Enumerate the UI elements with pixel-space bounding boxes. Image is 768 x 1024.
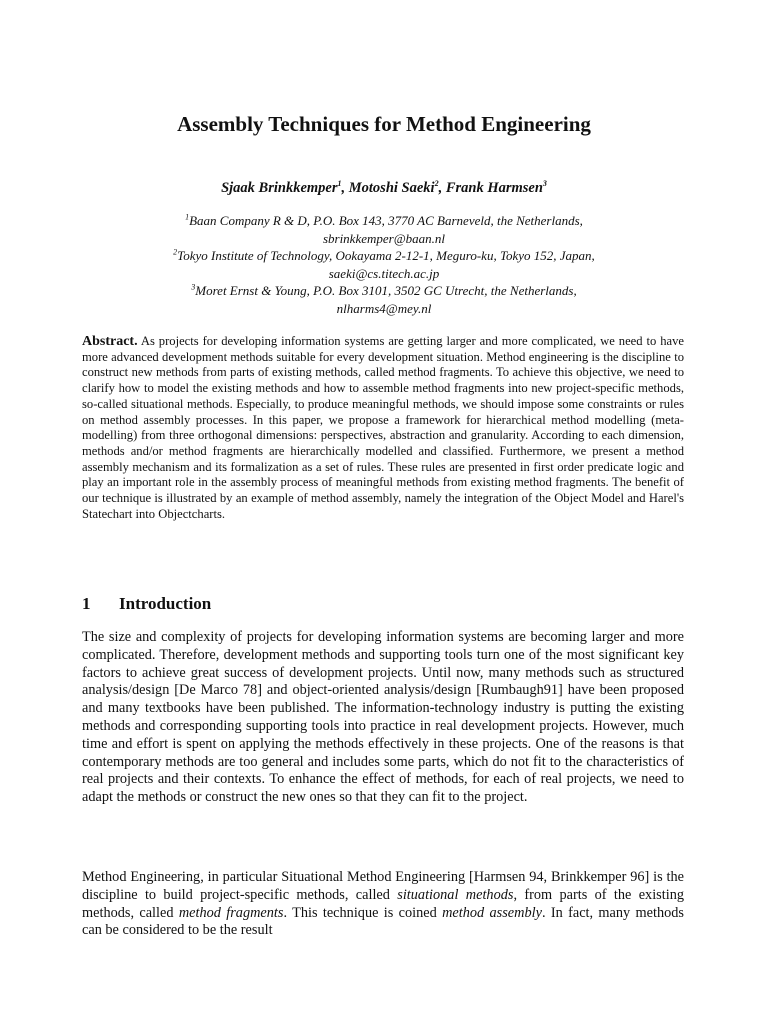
affiliation-line — [0, 212, 768, 230]
author-name: Frank Harmsen — [445, 180, 543, 196]
affiliation-superscript: 1 — [185, 212, 190, 222]
affiliation-address: Baan Company R & D, P.O. Box 143, 3770 AC Barneveld, the Netherlands, — [189, 213, 583, 228]
paragraph-text: . This technique is coined — [283, 904, 443, 921]
affiliation-line — [0, 247, 768, 265]
affiliation-email: nlharms4@mey.nl — [336, 300, 432, 316]
body-paragraph-2 — [82, 869, 684, 940]
author-separator: , — [341, 180, 349, 196]
affiliation-superscript: 2 — [173, 247, 178, 257]
affiliation-address: Moret Ernst & Young, P.O. Box 3101, 3502 GC Utrecht, the Netherlands, — [195, 283, 577, 298]
author-name: Sjaak Brinkkemper — [221, 180, 338, 196]
paragraph-text: , from parts of the existing methods, called — [82, 886, 684, 921]
author-name: Motoshi Saeki — [348, 180, 435, 196]
emphasis-term: method assembly — [442, 904, 542, 921]
section-number: 1 — [82, 594, 91, 613]
abstract — [82, 334, 684, 522]
affiliation-address: Tokyo Institute of Technology, Ookayama 2-12-1, Meguro-ku, Tokyo 152, Japan, — [177, 248, 595, 263]
paragraph-text: . In fact, many methods can be considered to be the result — [82, 904, 684, 939]
author-list — [0, 180, 768, 197]
author-superscript: 3 — [542, 179, 547, 189]
affiliation-email: saeki@cs.titech.ac.jp — [328, 265, 440, 281]
author-superscript: 2 — [434, 179, 439, 189]
paragraph-text: Method Engineering, in particular Situational Method Engineering [Harmsen 94, Brinkkemper 96] is the discipline to build project-specific methods, called — [82, 869, 684, 903]
affiliation-email: sbrinkkemper@baan.nl — [322, 230, 446, 246]
emphasis-term: method fragments — [178, 904, 284, 921]
affiliation-superscript: 3 — [191, 282, 196, 292]
author-separator: , — [438, 180, 446, 196]
abstract-text: As projects for developing information systems are getting larger and more complicated, we need to have more advanced development methods suitable for every development situation. Method engineering is the discipline to construct new methods from parts of existing methods, called method fragments. To achieve this objective, we need to clarify how to model the existing methods and how to assemble method fragments into new project-specific methods, so-called situational methods. Especially, to produce meaningful methods, we should impose some constraints or rules on method assembly processes. In this paper, we propose a framework for hierarchical method modelling (meta-modelling) from three orthogonal dimensions: perspectives, abstraction and granularity. According to each dimension, methods and/or method fragments are hierarchically modelled and classified. Furthermore, we present a method assembly mechanism and its formalization as a set of rules. These rules are presented in first order predicate logic and play an important role in the assembly process of meaningful methods from existing method fragments. The benefit of our technique is illustrated by an example of method assembly, namely the integration of the Object Model and Harel's Statechart into Objectcharts. — [82, 334, 684, 521]
affiliations — [0, 212, 768, 317]
author-superscript: 1 — [337, 179, 342, 189]
emphasis-term: situational methods — [397, 886, 514, 903]
section-heading — [82, 594, 684, 614]
abstract-label: Abstract. — [82, 334, 138, 349]
paper-title: Assembly Techniques for Method Engineering — [177, 112, 591, 136]
affiliation-line — [0, 282, 768, 300]
section-title: Introduction — [119, 594, 212, 613]
body-paragraph-1: The size and complexity of projects for developing information systems are becoming larger and more complicated. Therefore, development methods and supporting tools turn one of the most significant key factors to achieve great success of development projects. Until now, many methods such as structured analysis/design [De Marco 78] and object-oriented analysis/design [Rumbaugh91] have been proposed and many textbooks have been published. The information-technology industry is putting the existing methods and corresponding supporting tools into practice in real development projects. However, much time and effort is spent on applying the methods effectively in these projects. One of the reasons is that contemporary methods are too general and includes some parts, which do not fit to the characteristics of real projects and their contexts. To enhance the effect of methods, for each of real projects, we need to adapt the methods or construct the new ones so that they can fit to the project. — [82, 629, 684, 806]
